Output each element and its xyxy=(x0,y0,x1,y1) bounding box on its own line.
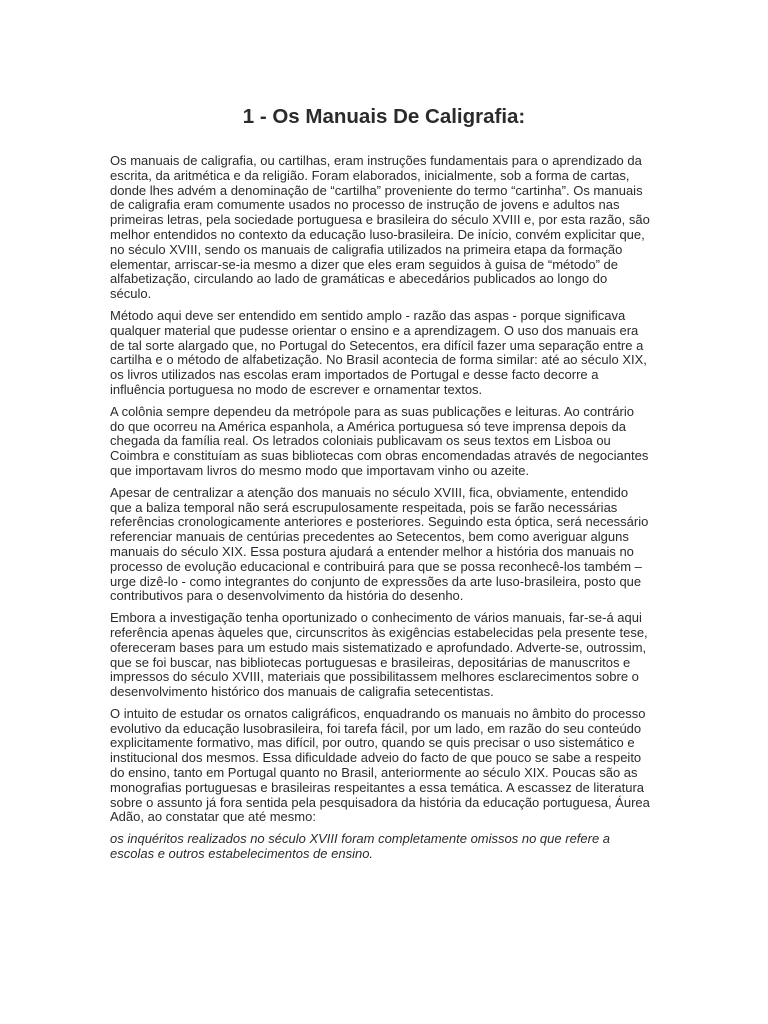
document-body xyxy=(110,154,650,869)
paragraph-5: Embora a investigação tenha oportunizado o conhecimento de vários manuais, far-se-á aqui referência apenas àqueles que, circunscritos às exigências estabelecidas pela presente tese, ofereceram bases para um estudo mais sistematizado e aprofundado. Adverte-se, outrossim, que se foi buscar, nas bibliotecas portuguesas e brasileiras, depositárias de manuscritos e impressos do século XVIII, materiais que possibilitassem melhores esclarecimentos sobre o desenvolvimento histórico dos manuais de caligrafia setecentistas. xyxy=(110,610,648,700)
paragraph-4: Apesar de centralizar a atenção dos manuais no século XVIII, fica, obviamente, entendido que a baliza temporal não será escrupulosamente respeitada, pois se farão necessárias referências cronologicamente anteriores e posteriores. Seguindo esta óptica, será necessário referenciar manuais de centúrias precedentes ao Setecentos, bem como averiguar alguns manuais do século XIX. Essa postura ajudará a entender melhor a história dos manuais no processo de evolução educacional e contribuirá para que se possa reconhecê-los também – urge dizê-lo - como integrantes do conjunto de expressões da arte luso-brasileira, posto que contributivos para o desenvolvimento da história do desenho. xyxy=(110,484,649,604)
paragraph-6: O intuito de estudar os ornatos caligráficos, enquadrando os manuais no âmbito do processo evolutivo da educação lusobrasileira, foi tarefa fácil, por um lado, em razão do seu conteúdo explicitamente formativo, mas difícil, por outro, quando se quis precisar o uso sistemático e institucional dos mesmos. Essa dificuldade adveio do facto de que pouco se sabe a respeito do ensino, tanto em Portugal quanto no Brasil, anteriormente ao século XIX. Poucas são as monografias portuguesas e brasileiras respeitantes a essa temática. A escassez de literatura sobre o assunto já fora sentida pela pesquisadora da história da educação portuguesa, Áurea Adão, ao constatar que até mesmo: xyxy=(110,705,650,825)
paragraph-1: Os manuais de caligrafia, ou cartilhas, eram instruções fundamentais para o aprendizado da escrita, da aritmética e da religião. Foram elaborados, inicialmente, sob a forma de cartas, donde lhes advém a denominação de “cartilha” proveniente do termo “cartinha”. Os manuais de caligrafia eram comumente usados no processo de instrução de jovens e adultos nas primeiras letras, pela sociedade portuguesa e brasileira do século XVIII e, por esta razão, são melhor entendidos no contexto da educação luso-brasileira. De início, convém explicitar que, no século XVIII, sendo os manuais de caligrafia utilizados na primeira etapa da formação elementar, arriscar-se-ia mesmo a dizer que eles eram seguidos à guisa de “método” de alfabetização, circulando ao lado de gramáticas e abecedários publicados ao longo do século. xyxy=(110,153,650,302)
page-title: 1 - Os Manuais De Caligrafia: xyxy=(242,105,526,128)
block-quote: os inquéritos realizados no século XVIII foram completamente omissos no que refere a escolas e outros estabelecimentos de ensino. xyxy=(110,831,611,862)
paragraph-2: Método aqui deve ser entendido em sentido amplo - razão das aspas - porque significava qualquer material que pudesse orientar o ensino e a aprendizagem. O uso dos manuais era de tal sorte alargado que, no Portugal do Setecentos, era difícil fazer uma separação entre a cartilha e o método de alfabetização. No Brasil acontecia de forma similar: até ao século XIX, os livros utilizados nas escolas eram importados de Portugal e desse facto decorre a influência portuguesa no modo de escrever e ornamentar textos. xyxy=(110,307,647,397)
paragraph-3: A colônia sempre dependeu da metrópole para as suas publicações e leituras. Ao contrário do que ocorreu na América espanhola, a América portuguesa só teve imprensa depois da chegada da família real. Os letrados coloniais publicavam os seus textos em Lisboa ou Coimbra e constituíam as suas bibliotecas com obras encomendadas através de negociantes que importavam livros do mesmo modo que importavam vinho ou azeite. xyxy=(110,403,649,478)
